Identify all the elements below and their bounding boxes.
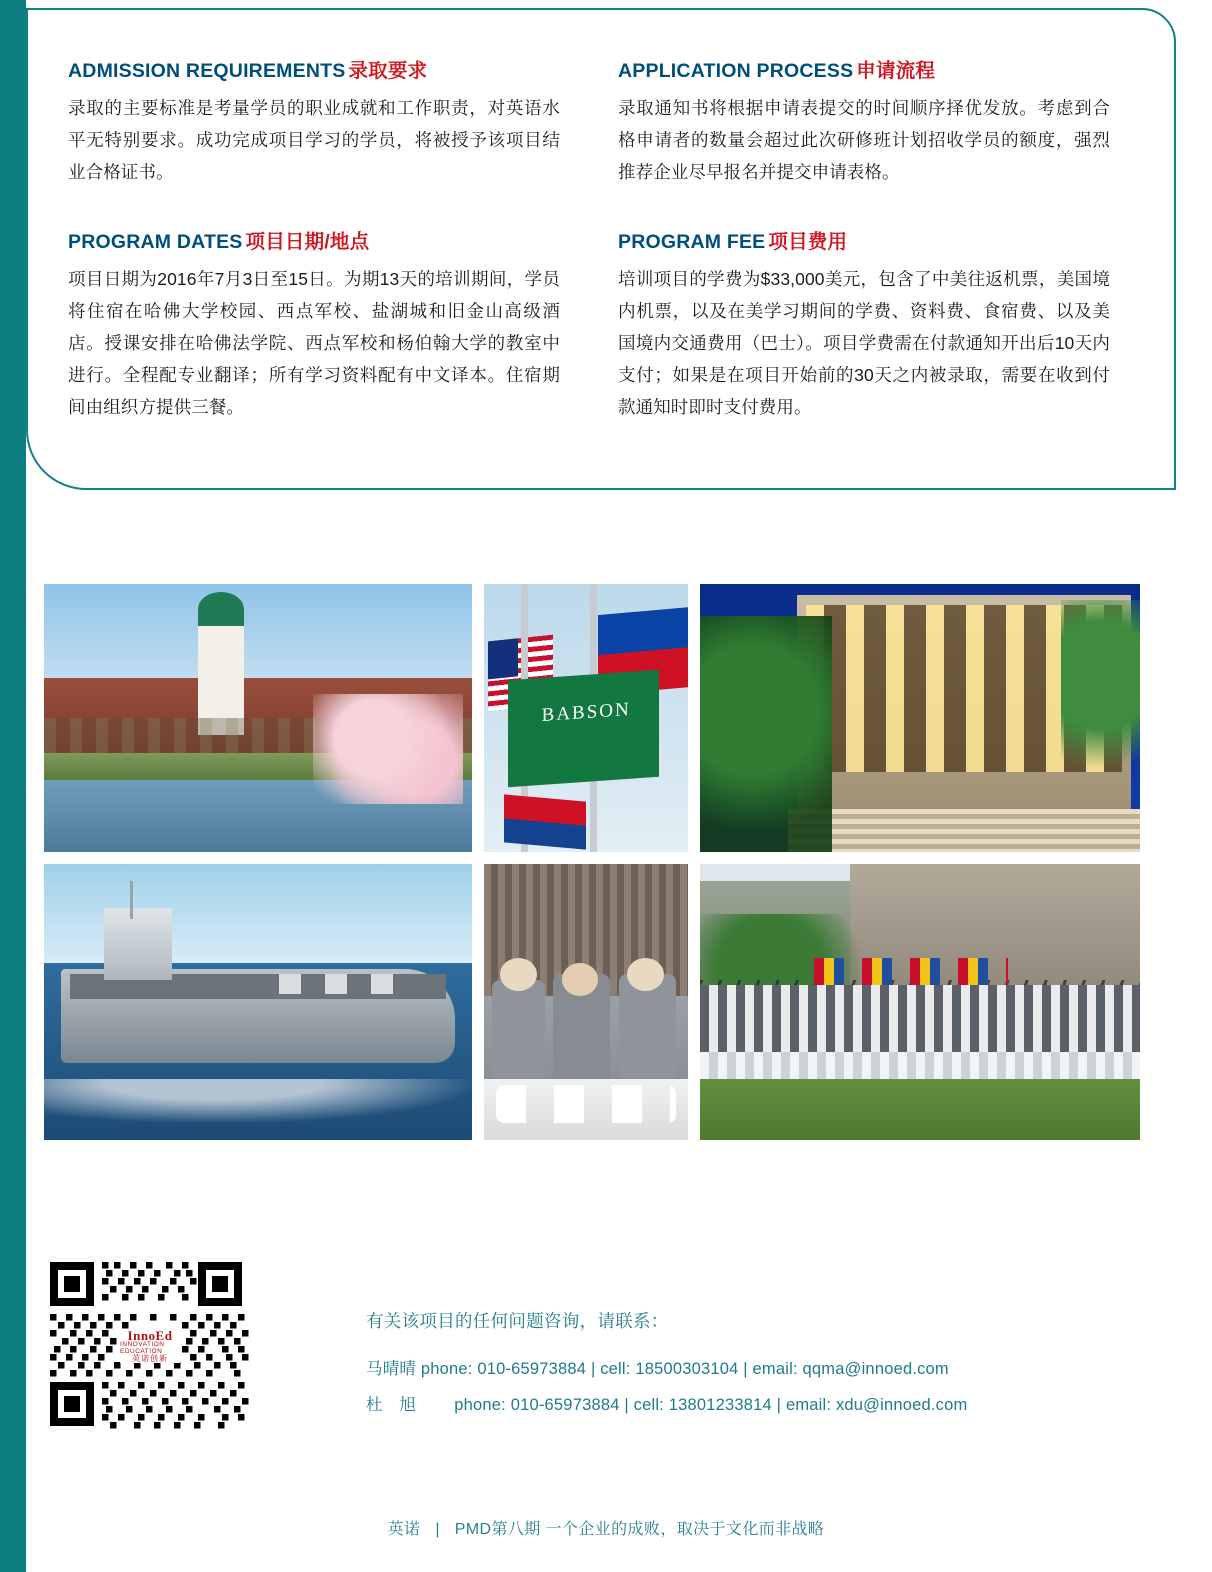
section-heading-en: APPLICATION PROCESS: [618, 60, 854, 82]
section-heading-cn: 录取要求: [348, 60, 428, 82]
contact-row: [366, 1355, 1166, 1379]
contact-title: 有关该项目的任何问题咨询，请联系：: [366, 1311, 669, 1331]
info-columns: [28, 10, 1178, 492]
photo-grid: [44, 584, 1140, 1140]
footer-text: PMD第八期 一个企业的成败，取决于文化而非战略: [454, 1521, 825, 1538]
contact-row: [366, 1391, 1166, 1415]
contact-block: [366, 1308, 1166, 1427]
section-heading-en: ADMISSION REQUIREMENTS: [68, 60, 346, 82]
section-program-dates: [68, 231, 560, 424]
photo-mit-building-night: [700, 584, 1140, 852]
section-body: 项目日期为2016年7月3日至15日。为期13天的培训期间，学员将住宿在哈佛大学校园、西点军校、盐湖城和旧金山高级酒店。授课安排在哈佛法学院、西点军校和杨伯翰大学的教室中进行。全程配专业翻译；所有学习资料配有中文译本。住宿期间由组织方提供三餐。: [68, 269, 560, 417]
section-body: 录取通知书将根据申请表提交的时间顺序择优发放。考虑到合格申请者的数量会超过此次研修班计划招收学员的额度，强烈推荐企业尽早报名并提交申请表格。: [618, 98, 1110, 183]
section-application-process: [618, 60, 1110, 189]
innoed-logo-line1: InnoEd: [127, 1328, 173, 1343]
qr-code[interactable]: [46, 1258, 254, 1434]
section-heading: [68, 60, 560, 83]
babson-flag-text: BABSON: [541, 698, 631, 727]
photo-babson-flag: [484, 584, 688, 852]
section-heading: [618, 231, 1110, 254]
section-program-fee: [618, 231, 1110, 424]
photo-west-point-parade: [700, 864, 1140, 1140]
section-heading: [618, 60, 1110, 83]
footer-separator: |: [435, 1521, 440, 1538]
section-body: 录取的主要标准是考量学员的职业成就和工作职责，对英语水平无特别要求。成功完成项目学习的学员，将被授予该项目结业合格证书。: [68, 98, 560, 183]
contact-line: 杜 旭 phone: 010-65973884 | cell: 13801233814 | email: xdu@innoed.com: [366, 1396, 968, 1414]
contact-line: 马晴晴 phone: 010-65973884 | cell: 18500303104 | email: qqma@innoed.com: [366, 1360, 949, 1378]
photo-cadets-graduation: [484, 864, 688, 1140]
info-column-left: [68, 60, 560, 466]
section-admission-requirements: [68, 60, 560, 189]
section-heading: [68, 231, 560, 254]
footer-brand: 英诺: [387, 1521, 421, 1538]
innoed-logo-line3: 英诺创新: [132, 1354, 168, 1363]
page-footer: [0, 1516, 1212, 1539]
info-column-right: [618, 60, 1110, 466]
info-panel: [26, 8, 1176, 490]
innoed-logo-line2: INNOVATION EDUCATION: [120, 1341, 165, 1355]
section-heading-cn: 申请流程: [856, 60, 936, 82]
innoed-logo: [120, 1329, 180, 1363]
section-heading-cn: 项目费用: [768, 230, 848, 253]
section-heading-en: PROGRAM DATES: [68, 230, 243, 253]
section-body: 培训项目的学费为$33,000美元，包含了中美往返机票，美国境内机票，以及在美学习期间的学费、资料费、食宿费、以及美国境内交通费用（巴士）。项目学费需在付款通知开出后10天内支付；如果是在项目开始前的30天之内被录取，需要在收到付款通知时即时支付费用。: [618, 269, 1110, 417]
section-heading-cn: 项目日期/地点: [245, 230, 370, 253]
left-accent-bar: [0, 0, 26, 1572]
photo-harvard-campus: [44, 584, 472, 852]
section-heading-en: PROGRAM FEE: [618, 230, 766, 253]
photo-aircraft-carrier: [44, 864, 472, 1140]
